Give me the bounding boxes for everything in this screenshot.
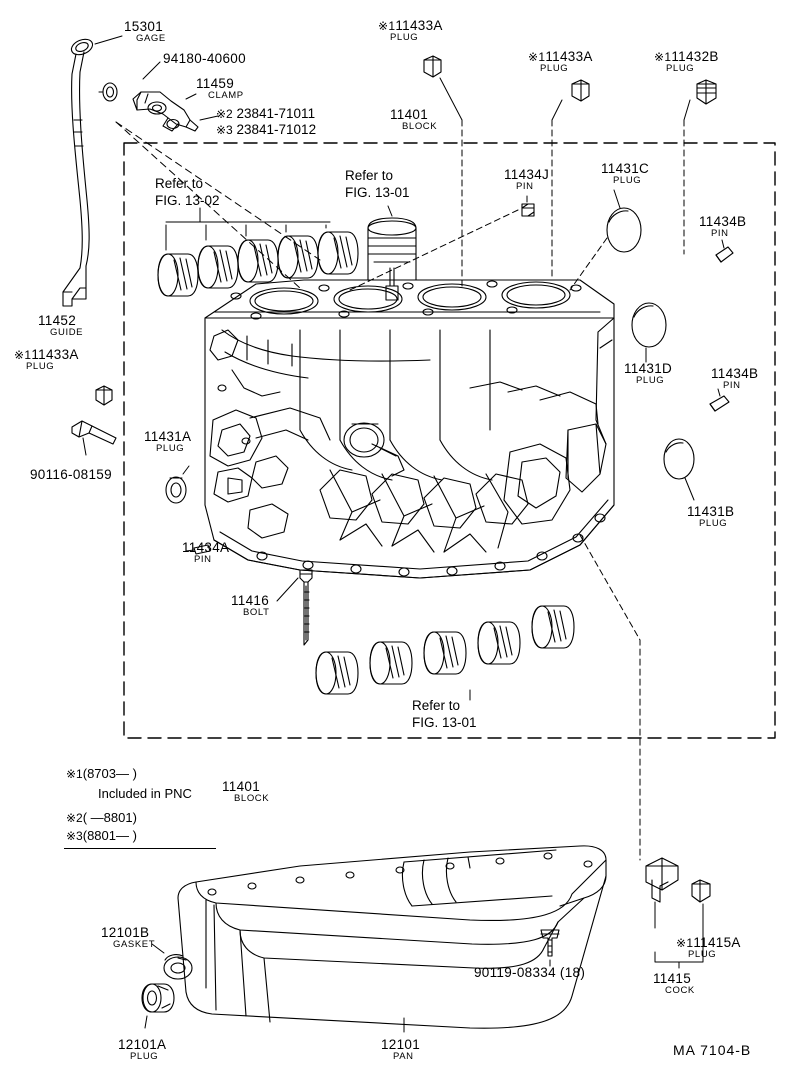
label-gasket-12101b: 12101B GASKET [101,925,156,950]
label-pin-11434b-upper: 11434B PIN [699,214,747,239]
label-plug-11431a: 11431A PLUG [144,429,192,454]
label-pin-11434j: 11434J PIN [504,167,550,192]
label-pan-12101: 12101 PAN [381,1037,421,1062]
label-guide-11452: 11452 GUIDE [38,313,84,338]
label-plug-11431b: 11431B PLUG [687,504,735,529]
label-bolt-11416: 11416 BOLT [231,593,270,618]
label-bolt-23841-71012: ※3 23841-71012 [216,122,317,137]
label-bolt-94180: 94180-40600 [163,51,246,66]
label-plug-11431c: 11431C PLUG [601,161,650,186]
label-plug-11433a-left: ※111433A PLUG [14,347,79,372]
label-plug-11433a-right: ※111433A PLUG [528,49,593,74]
label-bolt-90119: 90119-08334 (18) [474,965,586,980]
legend-note-3: ※3(8801— ) [66,828,137,843]
footer-code: MA 7104-B [673,1042,752,1058]
legend-underline [64,848,216,849]
legend-note-1-cont: Included in PNC [98,786,192,801]
legend-block-pn: 11401 BLOCK [222,779,270,804]
label-plug-11415a: ※111415A PLUG [676,935,741,960]
label-clamp-11459: 11459 CLAMP [196,76,244,101]
refer-note-13-01-bottom: Refer to FIG. 13-01 [412,698,477,730]
label-bolt-23841-71011: ※2 23841-71011 [216,106,316,121]
label-pin-11434b-lower: 11434B PIN [711,366,759,391]
label-bolt-90116: 90116-08159 [30,467,112,482]
label-plug-11432b: ※111432B PLUG [654,49,719,74]
legend-note-1: ※1(8703— ) [66,766,137,781]
label-pin-11434a: 11434A PIN [182,540,230,565]
legend-note-2: ※2( —8801) [66,810,137,825]
label-dipstick-gage: 15301 GAGE [124,19,166,44]
refer-note-13-02: Refer to FIG. 13-02 [155,176,220,208]
label-plug-11431d: 11431D PLUG [624,361,673,386]
label-plug-11433a-top: ※111433A PLUG [378,18,443,43]
label-cock-11415: 11415 COCK [653,971,695,996]
label-plug-12101a: 12101A PLUG [118,1037,167,1062]
refer-note-13-01-top: Refer to FIG. 13-01 [345,168,410,200]
label-block-11401: 11401 BLOCK [390,107,438,132]
